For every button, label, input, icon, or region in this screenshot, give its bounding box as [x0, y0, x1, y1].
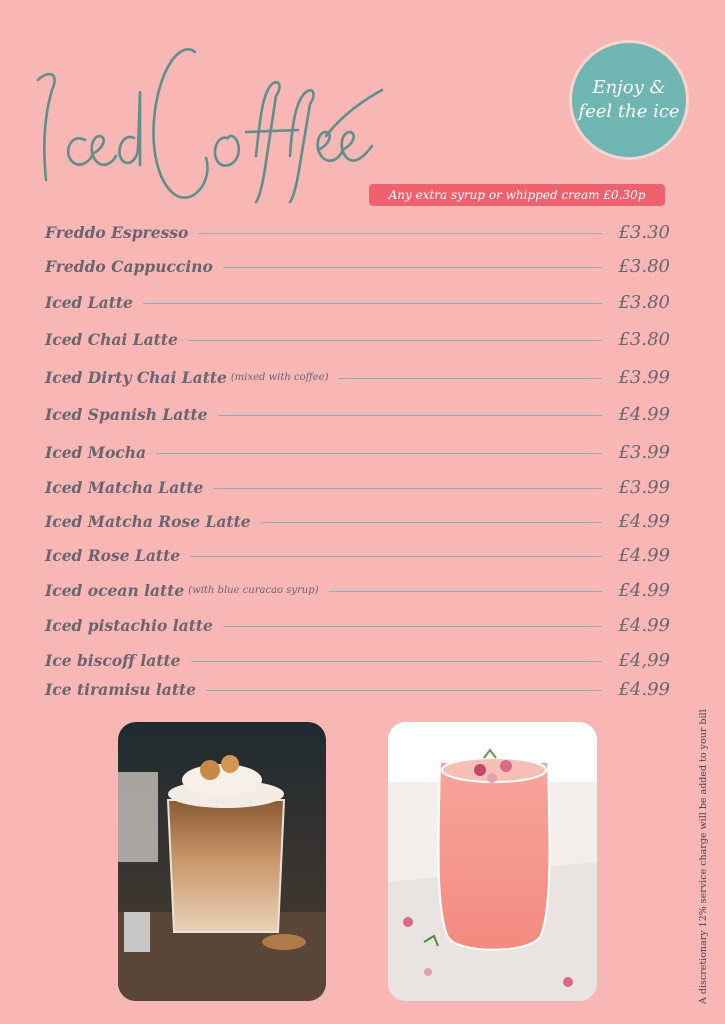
menu-item-price: £4.99 [618, 678, 670, 700]
dotted-leader-line [191, 661, 602, 662]
menu-item [45, 219, 670, 245]
dotted-leader-line [223, 267, 602, 268]
dotted-leader-line [338, 378, 602, 379]
dotted-leader-line [143, 303, 602, 304]
menu-item-name: Ice biscoff latte [45, 650, 181, 670]
menu-item-name: Iced Chai Latte [45, 329, 178, 349]
menu-item-price: £3.80 [618, 255, 670, 277]
dotted-leader-line [218, 415, 602, 416]
menu-item-price: £4.99 [618, 579, 670, 601]
menu-item [45, 326, 670, 352]
menu-item-name: Iced Matcha Latte [45, 477, 204, 497]
menu-item-name: Freddo Espresso [45, 222, 189, 242]
menu-item-price: £4.99 [618, 403, 670, 425]
menu-item-price: £3.30 [618, 221, 670, 243]
badge-line-1: Enjoy & [592, 77, 666, 98]
dotted-leader-line [223, 626, 602, 627]
dotted-leader-line [156, 453, 602, 454]
menu-item-price: £3.80 [618, 291, 670, 313]
menu-item [45, 474, 670, 500]
menu-item-note: (mixed with coffee) [230, 371, 329, 383]
menu-item-price: £4.99 [618, 510, 670, 532]
menu-item-price: £3.99 [618, 366, 670, 388]
dotted-leader-line [261, 522, 602, 523]
menu-item-name: Iced Rose Latte [45, 545, 181, 565]
menu-item-name: Iced Latte [45, 292, 133, 312]
extra-syrup-note: Any extra syrup or whipped cream £0.30p [369, 184, 665, 206]
menu-item-price: £3.99 [618, 476, 670, 498]
dotted-leader-line [188, 340, 602, 341]
menu-item [45, 401, 670, 427]
menu-item [45, 364, 670, 390]
menu-item-price: £3.99 [618, 441, 670, 463]
iced-coffee-script-title [30, 30, 390, 210]
menu-item-price: £3.80 [618, 328, 670, 350]
dotted-leader-line [198, 233, 602, 234]
menu-item-name: Iced Dirty Chai Latte [45, 367, 227, 387]
menu-item [45, 676, 670, 702]
service-charge-note: A discretionary 12% service charge will be added to your bill [698, 709, 709, 1004]
menu-item [45, 542, 670, 568]
dotted-leader-line [213, 488, 602, 489]
dotted-leader-line [190, 556, 602, 557]
menu-item [45, 612, 670, 638]
badge-line-2: feel the ice [578, 101, 680, 122]
menu-item-price: £4.99 [618, 614, 670, 636]
menu-item-price: £4,99 [618, 649, 670, 671]
iced-coffee-photo [118, 722, 326, 1001]
menu-item [45, 508, 670, 534]
menu-item [45, 647, 670, 673]
menu-item [45, 253, 670, 279]
menu-item-name: Iced Mocha [45, 442, 147, 462]
enjoy-badge [569, 40, 689, 160]
menu-item [45, 439, 670, 465]
menu-item-name: Freddo Cappuccino [45, 256, 213, 276]
menu-item-note: (with blue curacao syrup) [188, 584, 319, 596]
menu-item-name: Iced pistachio latte [45, 615, 213, 635]
menu-item-name: Ice tiramisu latte [45, 679, 196, 699]
menu-item [45, 577, 670, 603]
dotted-leader-line [206, 690, 602, 691]
menu-item-name: Iced Matcha Rose Latte [45, 511, 251, 531]
menu-item [45, 289, 670, 315]
iced-rose-drink-photo [388, 722, 597, 1001]
menu-item-name: Iced ocean latte [45, 580, 185, 600]
menu-item-name: Iced Spanish Latte [45, 404, 208, 424]
menu-item-price: £4.99 [618, 544, 670, 566]
menu-title [30, 30, 390, 210]
dotted-leader-line [329, 591, 602, 592]
